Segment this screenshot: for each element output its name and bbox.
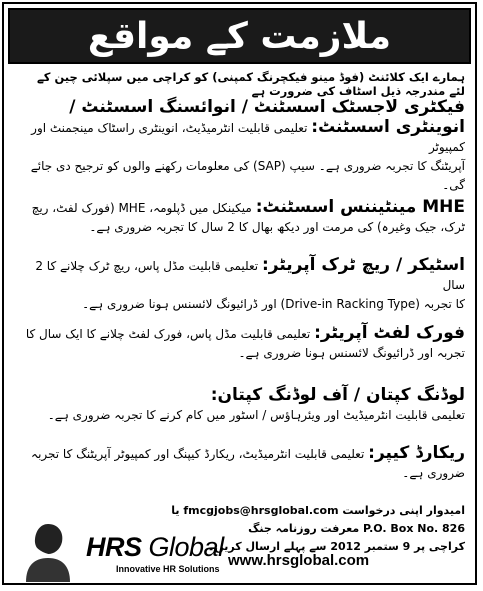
logo-tagline: Innovative HR Solutions bbox=[116, 564, 220, 574]
apply-instructions: امیدوار اپنی درخواست fmcgjobs@hrsglobal.com یا P.O. Box No. 826 معرفت روزنامہ جنگ کراچی پر 9 ستمبر 2012 سے پہلے ارسال کریں۔ bbox=[154, 502, 465, 556]
position-title: فورک لفٹ آپریٹر: bbox=[314, 323, 465, 343]
hrs-logo-figure-icon bbox=[18, 520, 76, 584]
position-description: انوینٹری اسسٹنٹ: تعلیمی قابلیت انٹرمیڈیٹ، انوینٹری راسٹاک مینجمنٹ اور کمپیوٹر bbox=[31, 117, 465, 154]
position-title: لوڈنگ کپتان / آف لوڈنگ کپتان: bbox=[210, 385, 465, 405]
website-link[interactable]: www.hrsglobal.com bbox=[228, 552, 370, 569]
apply-deadline: کراچی پر 9 ستمبر 2012 سے پہلے ارسال کریں۔ bbox=[207, 540, 465, 553]
position-description: تجربہ اور ڈرائیونگ لائسنس ہونا ضروری ہے۔ bbox=[238, 346, 465, 360]
job-advertisement bbox=[2, 2, 477, 585]
intro-text: ہمارے ایک کلائنٹ (فوڈ مینو فیکچرنگ کمپنی) کو کراچی میں سپلائی چین کے لئے مندرجہ ذیل اسٹاف کی ضرورت ہے bbox=[37, 70, 465, 98]
email-address[interactable]: fmcgjobs@hrsglobal.com bbox=[183, 504, 339, 517]
position-loading-captain bbox=[18, 384, 465, 425]
position-description: میکینکل میں ڈپلومہ، MHE (فورک لفٹ، ریچ bbox=[31, 201, 252, 215]
position-description: تعلیمی قابلیت انٹرمیڈیٹ، ریکارڈ کیپنگ اور کمپیوٹر آپریٹنگ کا تجربہ ضروری ہے۔ bbox=[31, 447, 465, 480]
position-title: MHE مینٹیننس اسسٹنٹ: bbox=[255, 197, 465, 217]
position-title: فیکٹری لاجسٹک اسسٹنٹ / انوائسنگ اسسٹنٹ / bbox=[69, 97, 465, 117]
position-title: ریکارڈ کیپر: bbox=[368, 443, 465, 463]
position-description: ٹرک، جیک وغیرہ) کی مرمت اور دیکھ بھال کا 2 سال کا تجربہ ضروری ہے۔ bbox=[89, 220, 465, 234]
position-description: کا تجربہ (Drive-in Racking Type) اور ڈرائیونگ لائسنس ہونا ضروری ہے۔ bbox=[82, 297, 465, 311]
position-forklift bbox=[18, 324, 465, 363]
ad-title: ملازمت کے مواقع bbox=[87, 15, 392, 57]
position-title: اسٹیکر / ریچ ٹرک آپریٹر: bbox=[261, 255, 465, 275]
position-logistics bbox=[18, 96, 465, 195]
position-description: تعلیمی قابلیت انٹرمیڈیٹ اور ویئرہاؤس / اسٹور میں کام کرنے کا تجربہ ضروری ہے۔ bbox=[47, 408, 465, 422]
position-title-cont: انوینٹری اسسٹنٹ: bbox=[311, 117, 465, 137]
position-stacker bbox=[18, 256, 465, 314]
position-mhe bbox=[18, 198, 465, 237]
po-box: P.O. Box No. 826 bbox=[363, 522, 465, 535]
position-description: آپریٹنگ کا تجربہ ضروری ہے۔ سیپ (SAP) کی معلومات رکھنے والوں کو ترجیح دی جائے گی۔ bbox=[30, 159, 465, 192]
position-description: تعلیمی قابلیت مڈل پاس، فورک لفٹ چلانے کا ایک سال کا bbox=[25, 327, 311, 341]
position-description: تعلیمی قابلیت مڈل پاس، ریچ ٹرک چلانے کا 2 سال bbox=[35, 259, 465, 292]
hrs-logo: HRS Global bbox=[86, 532, 224, 562]
position-record-keeper bbox=[18, 444, 465, 483]
title-banner bbox=[8, 8, 471, 64]
